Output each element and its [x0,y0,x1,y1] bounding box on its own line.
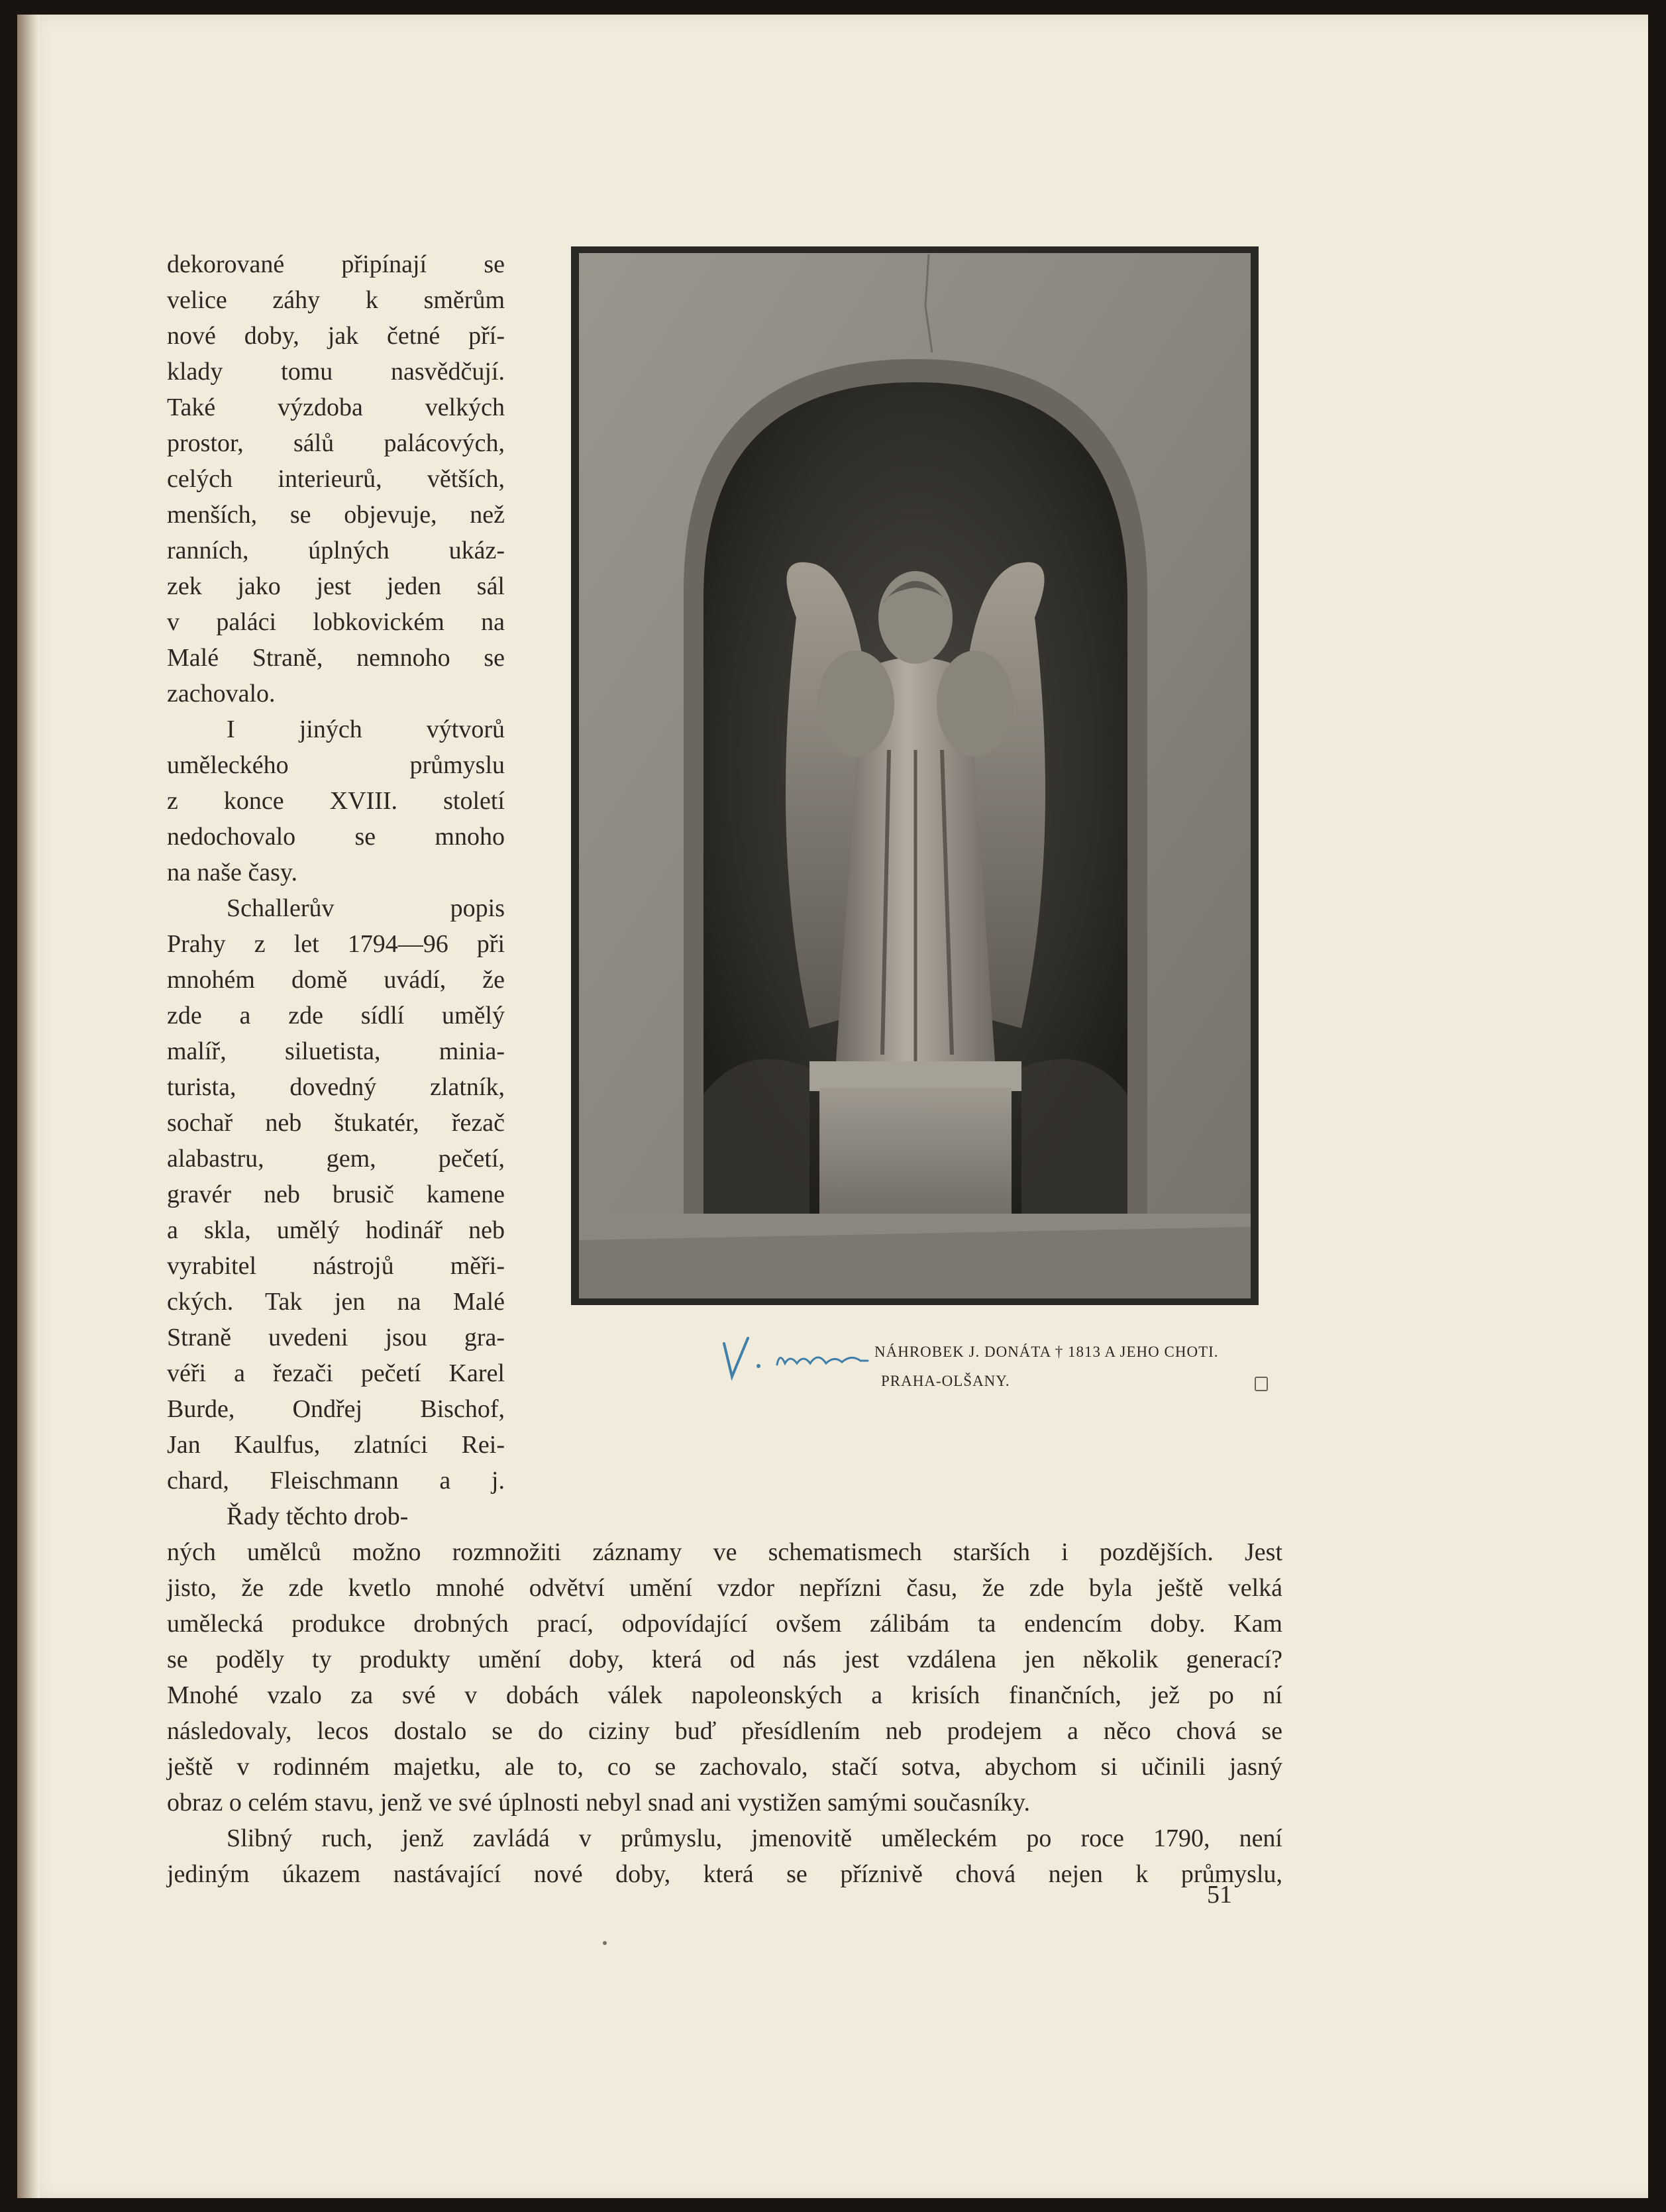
text-line: Slibný ruch, jenž zavládá v průmyslu, jmenovitě uměleckém po roce 1790, není [227,1824,1282,1852]
text-line: Malé Straně, nemnoho se [167,644,505,672]
text-line: prostor, sálů palácových, [167,429,505,457]
text-line: sochař neb štukatér, řezač [167,1109,505,1137]
caption-square-icon [1255,1377,1268,1391]
text-line: jisto, že zde kvetlo mnohé odvětví umění vzdor nepřízni času, že zde byla ještě velká [167,1574,1282,1602]
text-line: Také výzdoba velkých [167,394,505,421]
text-line: Mnohé vzalo za své v dobách válek napoleonských a krisích finančních, jež po ní [167,1681,1282,1709]
page-number: 51 [1207,1881,1232,1909]
text-line: celých interieurů, větších, [167,465,505,493]
text-line: zek jako jest jeden sál [167,572,505,600]
text-line: uměleckého průmyslu [167,751,505,779]
text-line: zachovalo. [167,680,276,708]
text-line: jediným úkazem nastávající nové doby, která se příznivě chová nejen k průmyslu, [167,1860,1282,1888]
text-line: Řady těchto drob- [227,1502,409,1530]
text-line: na naše časy. [167,859,297,886]
text-line: umělecká produkce drobných prací, odpovídající ovšem zálibám ta endencím doby. Kam [167,1610,1282,1638]
text-line: se poděly ty produkty umění doby, která od nás jest vzdálena jen několik generací? [167,1646,1282,1673]
text-line: véři a řezači pečetí Karel [167,1359,505,1387]
text-line: Straně uvedeni jsou gra- [167,1324,505,1351]
text-line: nedochovalo se mnoho [167,823,505,851]
text-line: Schallerův popis [227,894,505,922]
text-line: ještě v rodinném majetku, ale to, co se zachovalo, stačí sotva, abychom si učinili jasný [167,1753,1282,1781]
handwritten-note [719,1325,871,1385]
text-line: obraz o celém stavu, jenž ve své úplnosti nebyl snad ani vystižen samými současníky. [167,1789,1030,1817]
page-gutter-shadow [17,15,40,2198]
text-line: ranních, úplných ukáz- [167,537,505,564]
text-line: a skla, umělý hodinář neb [167,1216,505,1244]
photo-caption-line-2: PRAHA-OLŠANY. [881,1373,1010,1389]
text-line: Prahy z let 1794—96 při [167,930,505,958]
text-line: Jan Kaulfus, zlatníci Rei- [167,1431,505,1459]
text-line: velice záhy k směrům [167,286,505,314]
text-line: z konce XVIII. století [167,787,505,815]
text-line: následovaly, lecos dostalo se do ciziny buď přesídlením neb prodejem a něco chová se [167,1717,1282,1745]
text-line: I jiných výtvorů [227,715,505,743]
text-line: chard, Fleischmann a j. [167,1467,505,1495]
text-line: nové doby, jak četné pří- [167,322,505,350]
text-line: gravér neb brusič kamene [167,1181,505,1208]
text-line: ckých. Tak jen na Malé [167,1288,505,1316]
angel-statue-image [571,246,1259,1305]
text-line: klady tomu nasvědčují. [167,358,505,386]
text-line: vyrabitel nástrojů měři- [167,1252,505,1280]
text-line: menších, se objevuje, než [167,501,505,529]
tomb-photograph [571,246,1259,1305]
text-line: ných umělců možno rozmnožiti záznamy ve schematismech starších i pozdějších. Jest [167,1538,1282,1566]
text-line: Burde, Ondřej Bischof, [167,1395,505,1423]
text-line: v paláci lobkovickém na [167,608,505,636]
text-line: malíř, siluetista, minia- [167,1037,505,1065]
handwriting-scribble-icon [719,1325,871,1385]
photo-caption-line-1: NÁHROBEK J. DONÁTA † 1813 A JEHO CHOTI. [874,1343,1219,1360]
text-line: dekorované připínají se [167,250,505,278]
text-line: mnohém domě uvádí, že [167,966,505,994]
text-line: alabastru, gem, pečetí, [167,1145,505,1173]
text-line: zde a zde sídlí umělý [167,1002,505,1029]
paper-speck [603,1941,607,1945]
text-line: turista, dovedný zlatník, [167,1073,505,1101]
